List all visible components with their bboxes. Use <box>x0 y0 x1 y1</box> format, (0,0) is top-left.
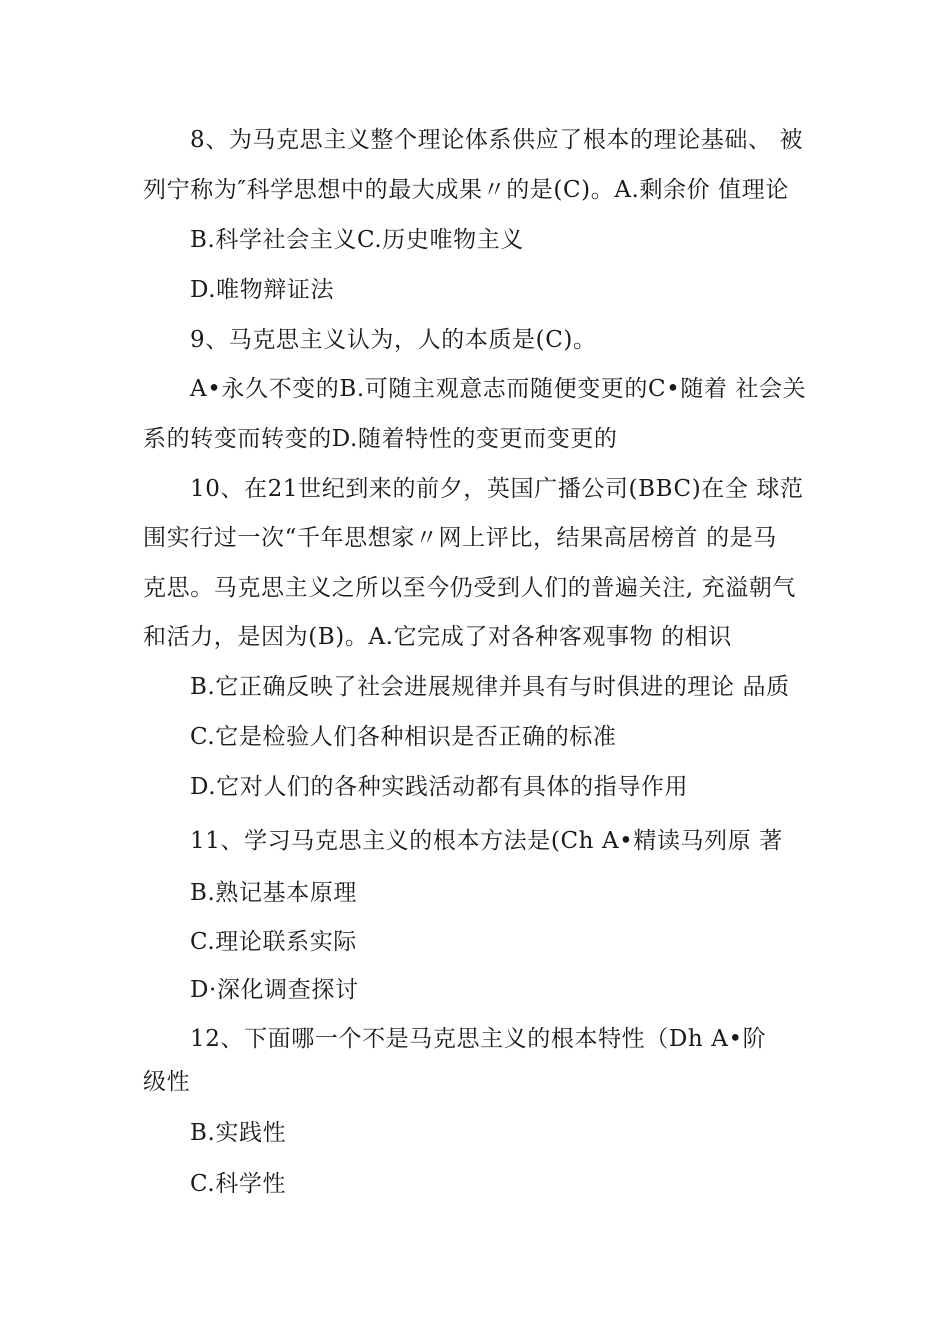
q10-option-d: D.它对人们的各种实践活动都有具体的指导作用 <box>190 774 689 800</box>
q12-option-c: C.科学性 <box>190 1171 287 1197</box>
q8-line-1: 8、为马克思主义整个理论体系供应了根本的理论基础、 被 <box>190 127 804 153</box>
q10-option-b: B.它正确反映了社会进展规律并具有与时俱进的理论 品质 <box>190 674 790 700</box>
q11-line-1: 11、学习马克思主义的根本方法是(Ch A•精读马列原 著 <box>190 828 783 854</box>
q11-option-c: C.理论联系实际 <box>190 929 357 955</box>
q10-line-1: 10、在21世纪到来的前夕，英国广播公司(BBC)在全 球范 <box>190 476 804 502</box>
q10-line-4: 和活力，是因为(B)。A.它完成了对各种客观事物 的相识 <box>143 624 732 650</box>
q10-line-3: 克思。马克思主义之所以至今仍受到人们的普遍关注, 充溢朝气 <box>143 575 797 601</box>
q9-options-2: 系的转变而转变的D.随着特性的变更而变更的 <box>143 426 618 452</box>
q11-option-d: D·深化调查探讨 <box>190 977 359 1003</box>
q10-line-2: 围实行过一次“千年思想家〃网上评比，结果高居榜首 的是马 <box>143 525 777 551</box>
q8-line-2: 列宁称为″科学思想中的最大成果〃的是(C)。A.剩余价 值理论 <box>143 177 789 203</box>
q11-option-b: B.熟记基本原理 <box>190 880 358 906</box>
q12-line-1: 12、下面哪一个不是马克思主义的根本特性（Dh A•阶 <box>190 1026 767 1052</box>
q12-line-2: 级性 <box>143 1069 191 1095</box>
q9-options-1: A•永久不变的B.可随主观意志而随便变更的C•随着 社会关 <box>190 376 807 402</box>
q8-option-d: D.唯物辩证法 <box>190 277 335 303</box>
q9-line-1: 9、马克思主义认为，人的本质是(C)。 <box>190 327 597 353</box>
q8-option-bc: B.科学社会主义C.历史唯物主义 <box>190 227 524 253</box>
q10-option-c: C.它是检验人们各种相识是否正确的标准 <box>190 724 617 750</box>
q12-option-b: B.实践性 <box>190 1120 287 1146</box>
